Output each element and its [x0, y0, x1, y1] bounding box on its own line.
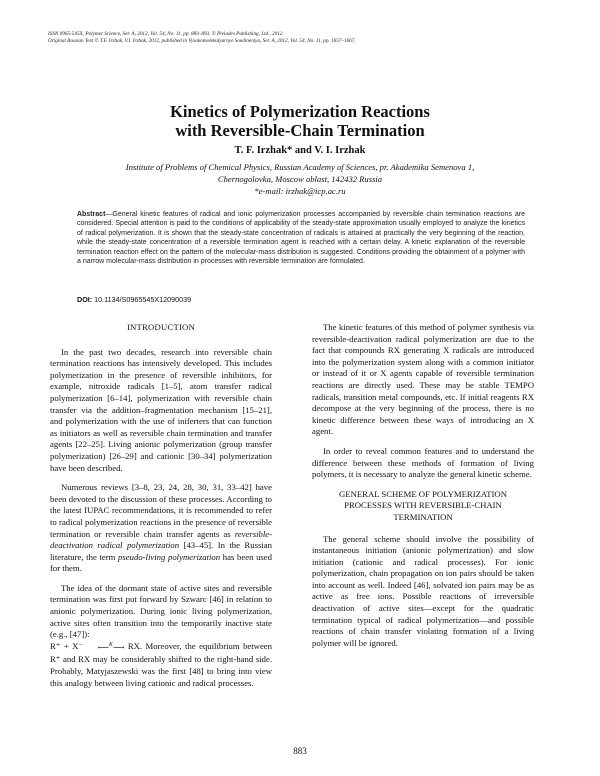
affiliation [60, 161, 540, 197]
abstract-label: Abstract [77, 211, 106, 218]
title-line-2: with Reversible-Chain Termination [175, 121, 425, 140]
section-heading-general-scheme [312, 489, 534, 524]
right-paragraph-1: The kinetic features of this method of polymer synthesis via reversible-deactivation radical polymerization are due to the fact that compounds RX generating X radicals are introduced into the polymerization system along with a common initiator or instead of it or X agents capable of reversible termination reactions are directly used. These may be stable TEMPO radicals, transition metal compounds, etc. If initial reagents RX decompose at the very beginning of the process, there is no kinetic difference between these ways of introducing an X agent. [312, 322, 534, 437]
affiliation-line-2: Chernogolovka, Moscow oblast, 142432 Russia [217, 174, 383, 184]
intro-p3-text-a: The idea of the dormant state of active sites and reversible termination was first put forward by Szwarc [46] in relation to anionic polymerization. During ionic living polymerization, active sites often transition into the temporarily inactive state (e.g., [47]): [50, 582, 272, 640]
equilibrium-equation [50, 641, 142, 651]
abstract-text: —General kinetic features of radical and ionic polymerization processes accompanied by reversible chain termination reactions are considered. Special attention is paid to the conditions of applicability of the steady-state approximation usually employed to analyze the kinetics of radical polymerization. It is shown that the steady-state concentration of radicals is attained at practically the very beginning of the reaction, while the steady-state concentration of a reversible termination agent is reached with a certain delay. A kinetic explanation of the reversible termination reaction effect on the pattern of the molecular-mass distribution is suggested. Conditions providing the obtainment of a polymer with a narrow molecular-mass distribution in processes with reversible termination are formulated. [77, 211, 525, 266]
intro-p2-text-c: has been used for them. [50, 551, 273, 574]
right-paragraph-3: The general scheme should involve the possibility of instantaneous initiation (anionic polymerization) and slow initiation (cationic and radical processes). For ionic polymerization, chain propagation on ion pairs should be taken into account as well. Indeed [46], solvated ion pairs may be as active as free ions. Possible reactions of irreversible deactivation of active sites—except for the quadratic termination typical of radical polymerization—and possible reactions of chain transfer violating formation of a living polymer will be ignored. [312, 533, 534, 648]
left-column [50, 322, 272, 697]
equilibrium-arrow-icon: ⟵$^K$⟶ [97, 641, 125, 652]
intro-paragraph-2 [50, 482, 272, 575]
intro-p2-text-b: [43–45]. In the Russian literature, the term [50, 540, 272, 562]
authors: T. F. Irzhak* and V. I. Irzhak [234, 145, 366, 156]
right-paragraph-2: In order to reveal common features and to understand the difference between these methods of formation of living polymers, it is necessary to analyze the general kinetic scheme. [312, 445, 534, 480]
intro-p2-text-a: Numerous reviews [3–8, 23, 24, 28, 30, 31, 33–42] have been devoted to the discussion of these processes. According to the latest IUPAC recommendations, it is recommended to refer to radical polymerization reactions in the presence of reversible termination or reversible chain transfer agents as [50, 482, 272, 539]
intro-p2-emphasis-1: reversible-deactivation radical polymerization [50, 528, 272, 551]
article-title [0, 102, 600, 140]
doi [77, 295, 191, 304]
heading-line-3: TERMINATION [393, 511, 453, 522]
journal-header [48, 31, 548, 45]
intro-paragraph-1: In the past two decades, research into reversible chain termination reactions has intensively developed. This includes polymerization in the presence of reversible inhibitors, for example, nitroxide radicals [1–5], atom transfer radical polymerization [6–14], polymerization with reversible chain transfer via the addition–fragmentation mechanism [15–21], and polymerization with the use of iniferters that can function as initiators as well as reversible chain termination and transfer agents [22–25]. Living anionic polymerization (group transfer polymerization) [26–29] and cationic [30–34] polymerization have been described. [50, 346, 272, 473]
intro-p2-emphasis-2: pseudo-living polymerization [118, 551, 221, 562]
equation-constant: K [108, 641, 113, 648]
intro-p3-text-b: Moreover, the equilibrium between R⁺ and RX may be considerably shifted to the right-hand side. Probably, Matyjaszewski was the first [48] to bring into view this analogy between living cationic and radical processes. [50, 640, 273, 688]
intro-paragraph-3 [50, 583, 272, 689]
doi-value: 10.1134/S0965545X12090039 [94, 295, 192, 304]
heading-line-2: PROCESSES WITH REVERSIBLE-CHAIN [344, 500, 502, 511]
title-line-1: Kinetics of Polymerization Reactions [170, 102, 430, 121]
section-heading-introduction: INTRODUCTION [126, 322, 196, 332]
right-column [312, 322, 534, 657]
journal-citation: ISSN 0965-545X, Polymer Science, Ser. A, 2012, Vol. 54, No. 11, pp. 883–893. © Pleiades Publishing, Ltd., 2012. [48, 31, 284, 37]
equation-rhs: RX. [127, 640, 143, 651]
original-citation: Original Russian Text © T.F. Irzhak, V.I. Irzhak, 2012, published in Vysokomolekulyarnye Soedineniya, Ser. A, 2012, Vol. 54, No. 11, pp. 1657–1667. [48, 38, 356, 45]
abstract [77, 210, 525, 266]
author-email: *e-mail: irzhak@icp.ac.ru [254, 186, 346, 196]
heading-line-1: GENERAL SCHEME OF POLYMERIZATION [339, 488, 507, 499]
affiliation-line-1: Institute of Problems of Chemical Physics, Russian Academy of Sciences, pr. Akademika Semenova 1, [125, 162, 475, 172]
equation-lhs: R⁺ + X⁻ [50, 640, 84, 651]
doi-label: DOI: [77, 295, 93, 304]
page-number: 883 [293, 746, 307, 756]
